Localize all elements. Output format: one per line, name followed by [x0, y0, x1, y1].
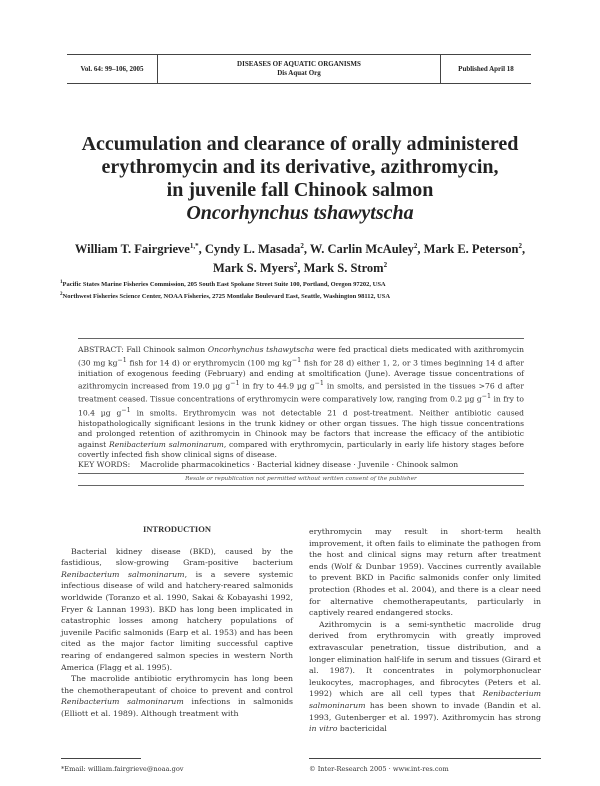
- paper-title: [40, 133, 560, 225]
- abstract-text: fish for 28 d) either 1, 2, or 3 times beginning 14 d after initiation of exogenous feeding (February) and ending at smoltification (June). Average tissue concentrations of azithromycin increased from 19.0 µg g: [78, 358, 524, 391]
- paragraph-text: bactericidal: [337, 724, 387, 734]
- paragraph: [309, 619, 541, 735]
- affiliation-marker: 1: [60, 280, 63, 285]
- notice-rule: [78, 485, 524, 486]
- keywords-label: KEY WORDS:: [78, 460, 131, 469]
- affiliation-text: Pacific States Marine Fisheries Commission, 205 South East Spokane Street Suite 100, Portland, Oregon 97202, USA: [62, 281, 386, 289]
- body-column-left: [61, 518, 293, 720]
- unit-exponent: −1: [291, 356, 302, 364]
- species-name: Renibacterium salmoninarum: [61, 569, 185, 579]
- paragraph-text: The macrolide antibiotic erythromycin has long been the chemotherapeutant of choice to prevent and control: [61, 674, 293, 695]
- footnote-rule: [61, 758, 141, 759]
- unit-exponent: −1: [314, 380, 324, 388]
- author-name: , Mark E. Peterson: [417, 242, 519, 257]
- author-affil-marker: 2: [293, 261, 298, 270]
- abstract-text: in smolts, and persisted in the tissues >76 d after treatment ceased. Tissue concentrations of erythromycin were comparatively low, ranging from 0.2 µg g: [78, 381, 524, 404]
- publication-date: Published April 18: [440, 55, 531, 83]
- journal-name: DISEASES OF AQUATIC ORGANISMS: [237, 60, 361, 68]
- author-affil-marker: 2: [383, 261, 388, 270]
- author-name: , Cyndy L. Masada: [198, 242, 301, 257]
- italic-term: in vitro: [309, 724, 338, 734]
- author-separator: ,: [521, 242, 526, 257]
- copyright-notice: © Inter-Research 2005 · www.int-res.com: [309, 765, 449, 773]
- abstract-text: in smolts. Erythromycin was not detectable 21 d post-treatment. Neither antibiotic caused histopathologically significant lesions in the trunk kidney or other organ tissues. The high tissue concentrations and prolonged retention of azithromycin in Chinook may be factors that increase the efficacy of the antibiotic against: [78, 408, 524, 449]
- journal-name-block: [158, 55, 440, 83]
- abstract-top-rule: [78, 338, 524, 339]
- unit-exponent: −1: [121, 406, 131, 414]
- affiliation-2: [60, 290, 540, 302]
- title-line-2: erythromycin and its derivative, azithromycin,: [101, 156, 499, 178]
- reproduction-notice: Resale or republication not permitted without written consent of the publisher: [185, 476, 417, 482]
- paragraph: [61, 673, 293, 719]
- paragraph-text: Bacterial kidney disease (BKD), caused by the fastidious, slow-growing Gram-positive bacterium: [61, 546, 293, 568]
- paragraph-text: infections in salmonids (Elliott et al. 1989). Although treatment with: [61, 697, 293, 718]
- corresponding-email-footnote: *Email: william.fairgrieve@noaa.gov: [61, 765, 184, 773]
- affiliation-text: Northwest Fisheries Science Center, NOAA Fisheries, 2725 Montlake Boulevard East, Seattle, Washington 98112, USA: [62, 293, 391, 301]
- author-affil-marker: 2: [413, 242, 418, 250]
- affiliations: [60, 278, 540, 302]
- paragraph: [61, 546, 293, 674]
- copyright-rule: [309, 758, 541, 759]
- author-line-2: [40, 257, 560, 276]
- title-line-4: Oncorhynchus tshawytscha: [186, 202, 414, 224]
- paragraph-text: Azithromycin is a semi-synthetic macrolide drug derived from erythromycin with greatly improved extravascular penetration, tissue distribution, and a longer elimination half-life in serum and tissues (Girard et al. 1987). It concentrates in polymorphonuclear leukocytes, macrophages, and fibrocytes (Peters et al. 1992) which are all cell types that: [309, 619, 541, 699]
- section-heading-introduction: INTRODUCTION: [142, 524, 211, 534]
- abstract: [78, 345, 524, 461]
- author-affil-marker: 2: [300, 242, 304, 250]
- abstract-text: fish for 14 d) or erythromycin (100 mg kg: [126, 358, 292, 368]
- unit-exponent: −1: [481, 393, 492, 401]
- abstract-bottom-rule: [78, 473, 524, 474]
- abstract-text: , compared with erythromycin, particularly in early life history stages before covertly infected fish show clinical signs of disease.: [78, 439, 524, 460]
- running-header: [67, 54, 531, 84]
- unit-exponent: −1: [230, 380, 240, 388]
- species-name: Renibacterium salmoninarum: [109, 439, 224, 449]
- author-affil-marker: 1,*: [189, 242, 199, 250]
- author-name: , Mark S. Strom: [297, 261, 384, 276]
- title-line-3: in juvenile fall Chinook salmon: [166, 179, 434, 201]
- affiliation-marker: 2: [60, 292, 63, 298]
- paragraph-text: , is a severe systemic infectious disease of wild and hatchery-reared salmonids worldwide (Toranzo et al. 1990, Sakai & Kobayashi 1992, Fryer & Lannan 1993). BKD has long been implicated in catastrophic losses among hatchery populations of juvenile Pacific salmonids (Earp et al. 1953) and has been cited as the major factor limiting successful captive rearing of endangered salmon species in western North America (Flagg et al. 1995).: [61, 569, 293, 672]
- abstract-text: in fry to 10.4 µg g: [78, 394, 525, 418]
- body-column-right: [309, 526, 541, 735]
- keywords-text: Macrolide pharmacokinetics · Bacterial kidney disease · Juvenile · Chinook salmon: [139, 460, 459, 469]
- species-name: Renibacterium salmoninarum: [61, 697, 184, 707]
- abstract-text: ABSTRACT: Fall Chinook salmon: [78, 345, 208, 354]
- journal-abbrev: Dis Aquat Org: [277, 69, 321, 77]
- species-name: Oncorhynchus tshawytscha: [207, 345, 314, 354]
- author-affil-marker: 2: [518, 242, 522, 250]
- species-name: Renibacterium salmoninarum: [309, 689, 541, 710]
- author-line-1: [40, 238, 560, 257]
- abstract-text: in fry to 44.9 µg g: [239, 381, 315, 391]
- author-name: William T. Fairgrieve: [74, 242, 190, 257]
- affiliation-1: [60, 278, 540, 290]
- paragraph-text: has been shown to invade (Bandin et al. 1993, Gutenberger et al. 1997). Azithromycin has strong: [309, 700, 541, 722]
- volume-info: Vol. 64: 99–106, 2005: [67, 55, 158, 83]
- title-line-1: Accumulation and clearance of orally administered: [81, 133, 519, 155]
- keywords: [78, 460, 524, 470]
- unit-exponent: −1: [117, 356, 127, 364]
- author-name: Mark S. Myers: [212, 261, 294, 276]
- paragraph: erythromycin may result in short-term health improvement, it often fails to eliminate the pathogen from the host and clinical signs may return after treatment ends (Wolf & Dunbar 1959). Vaccines currently available to prevent BKD in Pacific salmonids confer only limited protection (Rhodes et al. 2004), and there is a clear need for alternative chemotherapeutants, particularly in captively reared endangered stocks.: [309, 527, 541, 618]
- author-name: , W. Carlin McAuley: [303, 242, 414, 257]
- abstract-text: were fed practical diets medicated with azithromycin (30 mg kg: [78, 345, 524, 368]
- author-list: [40, 238, 560, 276]
